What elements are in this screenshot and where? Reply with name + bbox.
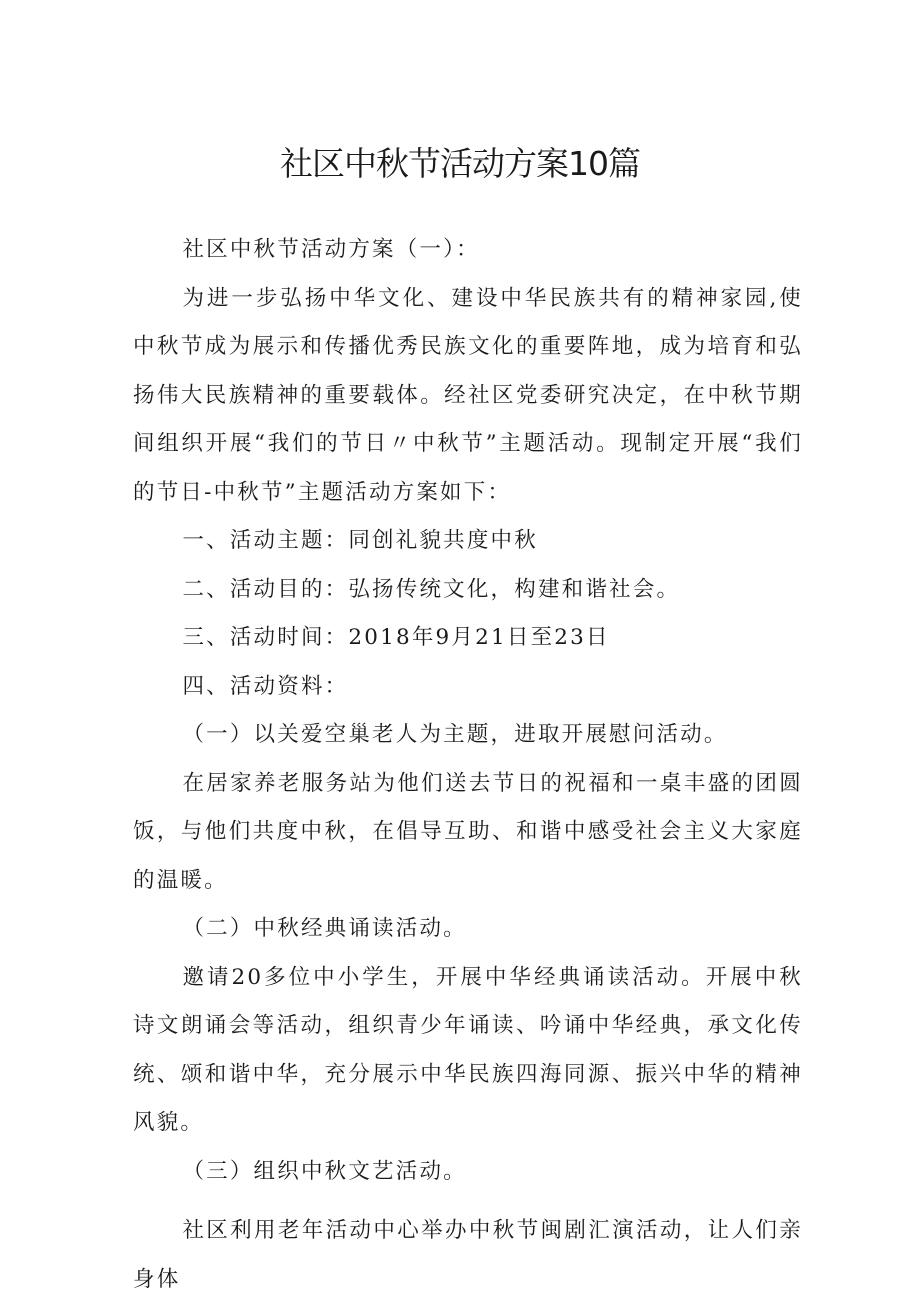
subsection-paragraph-1: 在居家养老服务站为他们送去节日的祝福和一桌丰盛的团圆饭，与他们共度中秋，在倡导互助、和谐中感受社会主义大家庭的温暖。 xyxy=(133,770,803,893)
document-title: 社区中秋节活动方案10篇 xyxy=(280,144,640,183)
activity-purpose: 二、活动目的：弘扬传统文化，构建和谐社会。 xyxy=(182,576,681,602)
document-body xyxy=(133,226,803,1304)
subsection-heading-1: （一）以关爱空巢老人为主题，进取开展慰问活动。 xyxy=(182,722,728,747)
section-heading: 社区中秋节活动方案（一）： xyxy=(182,237,480,262)
activity-time: 三、活动时间：2018年9月21日至23日 xyxy=(182,625,610,650)
intro-paragraph: 为进一步弘扬中华文化、建设中华民族共有的精神家园,使中秋节成为展示和传播优秀民族文化的重要阵地，成为培育和弘扬伟大民族精神的重要载体。经社区党委研究决定，在中秋节期间组织开展“我们的节日〃中秋节”主题活动。现制定开展“我们的节日-中秋节”主题活动方案如下： xyxy=(133,285,803,505)
activity-materials-heading: 四、活动资料： xyxy=(182,673,349,699)
subsection-heading-3: （三）组织中秋文艺活动。 xyxy=(182,1158,467,1184)
subsection-paragraph-2: 邀请20多位中小学生，开展中华经典诵读活动。开展中秋诗文朗诵会等活动，组织青少年诵读、吟诵中华经典，承文化传统、颂和谐中华，充分展示中华民族四海同源、振兴中华的精神风貌。 xyxy=(133,964,803,1135)
activity-theme: 一、活动主题：同创礼貌共度中秋 xyxy=(182,528,538,553)
subsection-heading-2: （二）中秋经典诵读活动。 xyxy=(182,916,467,941)
subsection-paragraph-3: 社区利用老年活动中心举办中秋节闽剧汇演活动，让人们亲身体 xyxy=(133,1218,803,1292)
